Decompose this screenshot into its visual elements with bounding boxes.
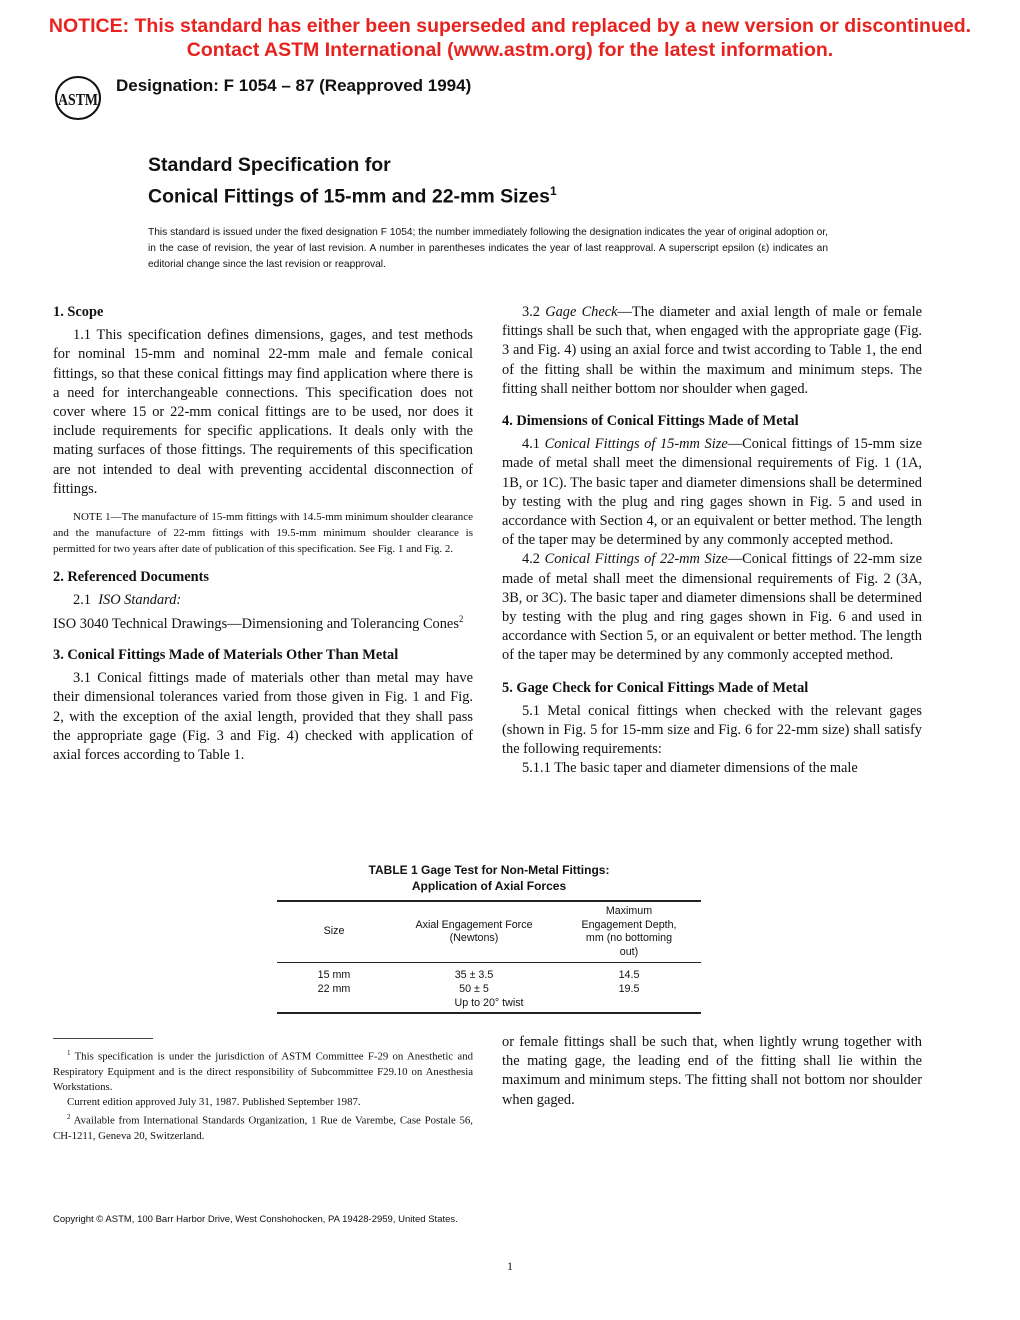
paragraph-5-1: 5.1 Metal conical fittings when checked with the relevant gages (shown in Fig. 5 for 15-mm size and Fig. 6 for 22-mm size) shall satisfy the following requirements: [502, 702, 922, 758]
table-row: 22 mm 50 ± 5 19.5 [317, 983, 640, 995]
paragraph-4-1: 4.1 Conical Fittings of 15-mm Size—Conical fittings of 15-mm size made of metal shall meet the dimensional requirements of Fig. 1 (1A, 1B, or 1C). The basic taper and diameter dimensions shall be determined by testing with the plug and ring gages shown in Fig. 5 and used in accordance with Section 4, or an equivalent or better method. The length of the taper may be determined by any commonly accepted method. [502, 436, 922, 549]
note-1: NOTE 1—The manufacture of 15-mm fittings with 14.5-mm minimum shoulder clearance and the manufacture of 22-mm fittings with 19.5-mm minimum shoulder clearance is permitted for two years after date of publication of this specification. See Fig. 1 and Fig. 2. [53, 511, 473, 556]
paragraph-4-2: 4.2 Conical Fittings of 22-mm Size—Conical fittings of 22-mm size made of metal shall meet the dimensional requirements of Fig. 2 (3A, 3B, or 3C). The basic taper and diameter dimensions shall be determined by testing with the plug and ring gages shown in Fig. 6 and used in accordance with Section 5, or an equivalent or better method. The length of the taper may be determined by any commonly accepted method. [502, 551, 922, 664]
table-1 [277, 862, 701, 1014]
table-title: TABLE 1 Gage Test for Non-Metal Fittings: Application of Axial Forces [368, 863, 610, 893]
copyright-line: Copyright © ASTM, 100 Barr Harbor Drive, West Conshohocken, PA 19428-2959, United States. [53, 1214, 458, 1225]
paragraph-2-1: 2.1 ISO Standard: [73, 591, 182, 608]
table-row: 15 mm 35 ± 3.5 14.5 [317, 969, 640, 981]
header-axial-force: Axial Engagement Force (Newtons) [391, 901, 557, 963]
iso-reference: ISO 3040 Technical Drawings—Dimensioning and Tolerancing Cones$^2$ [53, 614, 464, 632]
paragraph-1-1: 1.1 This specification defines dimensions, gages, and test methods for nominal 15-mm and nominal 22-mm male and female conical fittings, so that these conical fittings may find application where there is a need for interchangeable connections. This specification does not cover where 15 or 22-mm conical fittings are to be used, nor does it include requirements for specific applications. It deals only with the mating surfaces of those fittings. The requirements of this specification are not intended to deal with preventing accidental disconnection of fittings. [53, 327, 473, 497]
issuance-statement: This standard is issued under the fixed designation F 1054; the number immediately following the designation indicates the year of original adoption or, in the case of revision, the year of last revision. A number in parentheses indicates the year of last reapproval. A superscript epsilon (ε) indicates an editorial change since the last revision or reapproval. [148, 227, 828, 270]
paragraph-3-2: 3.2 Gage Check—The diameter and axial length of male or female fittings shall be such that, when engaged with the appropriate gage (Fig. 3 and Fig. 4) using an axial force and twist according to Table 1, the end of the fitting shall be within the maximum and minimum steps. The fitting shall neither bottom nor shoulder when gaged. [502, 304, 922, 397]
right-column-continuation [502, 1033, 922, 1110]
svg-text:ASTM: ASTM [58, 90, 98, 109]
notice-line-1: NOTICE: This standard has either been superseded and replaced by a new version or discontinued. [48, 15, 972, 37]
footnote-1-edition: Current edition approved July 31, 1987. Published September 1987. [67, 1096, 361, 1109]
paragraph-5-1-1: 5.1.1 The basic taper and diameter dimensions of the male [522, 760, 858, 777]
header-engagement-depth: Maximum Engagement Depth, mm (no bottoming out) [557, 901, 701, 963]
left-column [53, 303, 473, 765]
footnote-divider [53, 1038, 153, 1039]
gage-test-table [277, 900, 701, 1014]
section-3-heading: 3. Conical Fittings Made of Materials Other Than Metal [53, 647, 399, 664]
astm-logo-icon [52, 75, 104, 121]
footnotes [53, 1046, 473, 1144]
section-1-heading: 1. Scope [53, 304, 104, 320]
title-line-1: Standard Specification for [148, 154, 391, 176]
section-2-heading: 2. Referenced Documents [53, 568, 209, 585]
paragraph-5-1-1-continued: or female fittings shall be such that, when lightly wrung together with the mating gage, the leading end of the fitting shall lie within the maximum and minimum steps. The fitting shall not bottom nor shoulder when gaged. [502, 1034, 922, 1108]
header-size: Size [277, 901, 391, 963]
table-twist-row: Up to 20° twist [277, 996, 701, 1013]
title-line-2: Conical Fittings of 15-mm and 22-mm Sizes$^1$ [148, 184, 557, 208]
designation: Designation: F 1054 – 87 (Reapproved 1994) [116, 76, 472, 95]
table-header-row [277, 901, 701, 963]
footnote-1: $^1$ This specification is under the jurisdiction of ASTM Committee F-29 on Anesthetic and Respiratory Equipment and is the direct responsibility of Subcommittee F29.10 on Anesthesia Workstations. [53, 1049, 473, 1093]
page-number: 1 [507, 1259, 513, 1273]
section-5-heading: 5. Gage Check for Conical Fittings Made of Metal [502, 679, 809, 696]
footnote-2: $^2$ Available from International Standards Organization, 1 Rue de Varembe, Case Postale 56, CH-1211, Geneva 20, Switzerland. [53, 1113, 473, 1143]
notice-line-2: Contact ASTM International (www.astm.org) for the latest information. [186, 39, 834, 61]
paragraph-3-1: 3.1 Conical fittings made of materials other than metal may have their dimensional tolerances varied from those given in Fig. 1 and Fig. 2, with the exception of the axial length, provided that they shall pass the appropriate gage (Fig. 3 and Fig. 4) checked with application of axial forces according to Table 1. [53, 670, 473, 764]
document-title [148, 152, 557, 210]
title-footnote-ref: 1 [550, 184, 557, 198]
right-column [502, 303, 922, 779]
section-4-heading: 4. Dimensions of Conical Fittings Made of Metal [502, 413, 799, 430]
notice-banner [0, 14, 1020, 62]
